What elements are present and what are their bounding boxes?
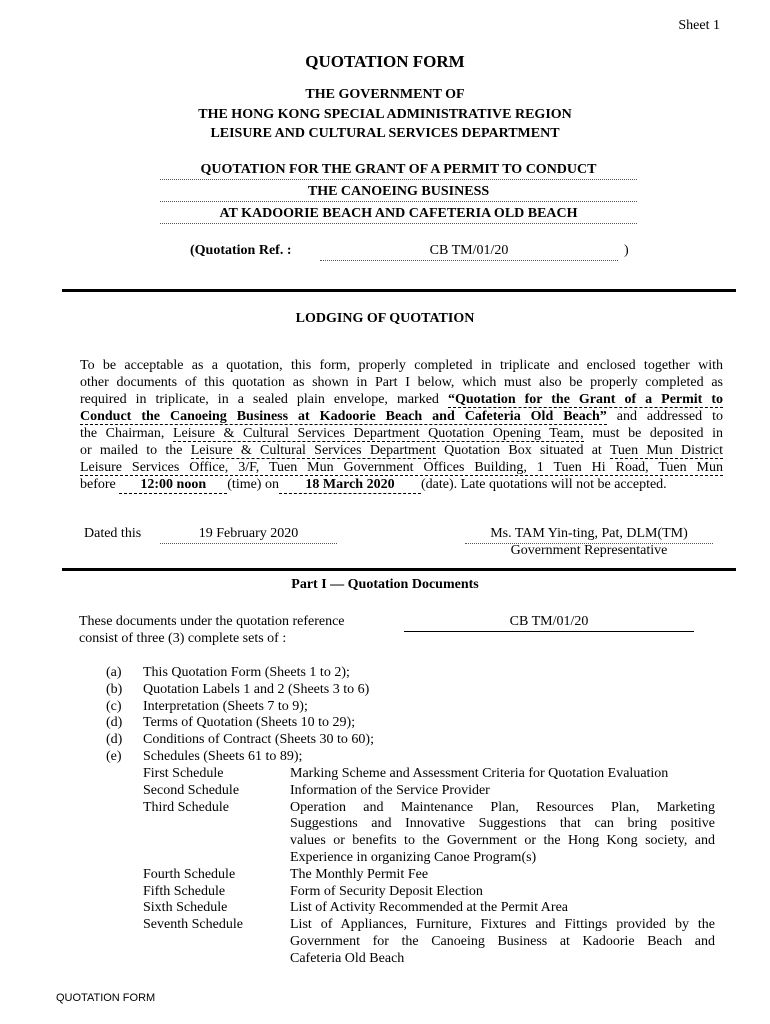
quotation-ref-close: ) [624,243,629,258]
list-item-text: Terms of Quotation (Sheets 10 to 29); [143,715,356,731]
schedule-description: Experience in organizing Canoe Program(s) [290,850,537,865]
schedule-name: Fifth Schedule [143,883,226,899]
lodging-line-6: or mailed to the Leisure & Cultural Services Department Quotation Box situated at Tuen Mun District [80,443,723,458]
lodging-line-2: other documents of this quotation as shown in Part I below, which must also be properly completed as [80,375,723,390]
schedule-description: Marking Scheme and Assessment Criteria for Quotation Evaluation [290,766,669,781]
closing-time: 12:00 noon [119,476,227,494]
subject-line-2: THE CANOEING BUSINESS [160,183,637,202]
lodging-line-1: To be acceptable as a quotation, this form, properly completed in triplicate and enclosed together with [80,358,723,373]
divider-rule [62,289,736,292]
lodging-heading: LODGING OF QUOTATION [295,311,475,326]
list-item-letter: (b) [106,681,123,697]
list-item-letter: (a) [106,665,122,680]
schedule-description: List of Appliances, Furniture, Fixtures and Fittings provided by the [290,917,715,933]
lodging-line-4: Conduct the Canoeing Business at Kadoorie Beach and Cafeteria Old Beach” and addressed to [80,409,723,424]
part1-ref-value: CB TM/01/20 [404,613,694,632]
lodging-line-8: before 12:00 noon (time) on 18 March 2020 (date). Late quotations will not be accepted. [80,477,667,492]
opening-team: Leisure & Cultural Services Department Quotation Opening Team, [172,426,584,441]
dated-value: 19 February 2020 [160,525,337,544]
closing-date: 18 March 2020 [279,476,421,494]
schedule-description: Information of the Service Provider [290,782,490,798]
divider-rule-2 [62,568,736,571]
schedule-description: Cafeteria Old Beach [290,950,405,966]
envelope-marking-2: Conduct the Canoeing Business at Kadoorie Beach and Cafeteria Old Beach” [80,409,607,424]
dept-line-1: THE GOVERNMENT OF [305,87,465,102]
list-item-letter: (c) [106,698,122,714]
dept-line-3: LEISURE AND CULTURAL SERVICES DEPARTMENT [210,126,560,141]
dept-line-2: THE HONG KONG SPECIAL ADMINISTRATIVE REGION [198,107,572,122]
lodging-line-3: required in triplicate, in a sealed plain envelope, marked “Quotation for the Grant of a Permit to [80,392,724,407]
lodging-line-5: the Chairman, Leisure & Cultural Services Department Quotation Opening Team, must be deposited in [80,426,724,441]
quotation-ref-label: (Quotation Ref. : [190,243,292,258]
list-item-text: Interpretation (Sheets 7 to 9); [143,698,308,714]
footer-label: QUOTATION FORM [56,992,156,1004]
part1-intro-1: These documents under the quotation reference [79,614,345,629]
list-item-text: Conditions of Contract (Sheets 30 to 60); [143,732,374,748]
lodging-paragraph [80,357,723,494]
schedule-description: The Monthly Permit Fee [290,866,429,882]
part1-intro-2: consist of three (3) complete sets of : [79,631,287,646]
schedule-name: Sixth Schedule [143,900,228,916]
part1-heading: Part I — Quotation Documents [291,577,479,592]
schedule-description: Government for the Canoeing Business at Kadoorie Beach and [290,934,715,949]
quotation-ref-value: CB TM/01/20 [320,242,618,261]
lodging-line-7 [80,459,723,476]
subject-line-1: QUOTATION FOR THE GRANT OF A PERMIT TO CONDUCT [160,161,637,180]
list-item-letter: (d) [106,715,123,731]
schedule-name: Third Schedule [143,799,229,815]
form-title: QUOTATION FORM [305,52,465,71]
schedule-description: Suggestions and Innovative Suggestions that can bring positive [290,816,715,832]
signer-name: Ms. TAM Yin-ting, Pat, DLM(TM) [465,525,713,544]
schedule-description: List of Activity Recommended at the Permit Area [290,900,568,916]
schedule-name: Seventh Schedule [143,917,243,933]
list-item-text: Schedules (Sheets 61 to 89); [143,749,303,764]
schedule-description: values or benefits to the Government or the Hong Kong society, and [290,833,715,849]
schedule-description: Operation and Maintenance Plan, Resources Plan, Marketing [290,799,715,815]
dated-label: Dated this [84,526,142,541]
list-item-text: Quotation Labels 1 and 2 (Sheets 3 to 6) [143,681,370,697]
schedule-name: First Schedule [143,766,224,781]
list-item-text: This Quotation Form (Sheets 1 to 2); [143,665,350,680]
sheet-number: Sheet 1 [678,18,720,33]
schedule-description: Form of Security Deposit Election [290,883,483,899]
list-item-letter: (e) [106,749,122,764]
signer-title: Government Representative [510,543,668,558]
office-address: Leisure Services Office, 3/F, Tuen Mun Government Offices Building, 1 Tuen Hi Road, Tuen Mun [80,460,723,475]
list-item-letter: (d) [106,732,123,748]
envelope-marking-1: “Quotation for the Grant of a Permit to [447,392,724,407]
schedule-name: Fourth Schedule [143,866,236,882]
schedule-name: Second Schedule [143,782,240,798]
subject-line-3: AT KADOORIE BEACH AND CAFETERIA OLD BEACH [160,205,637,224]
